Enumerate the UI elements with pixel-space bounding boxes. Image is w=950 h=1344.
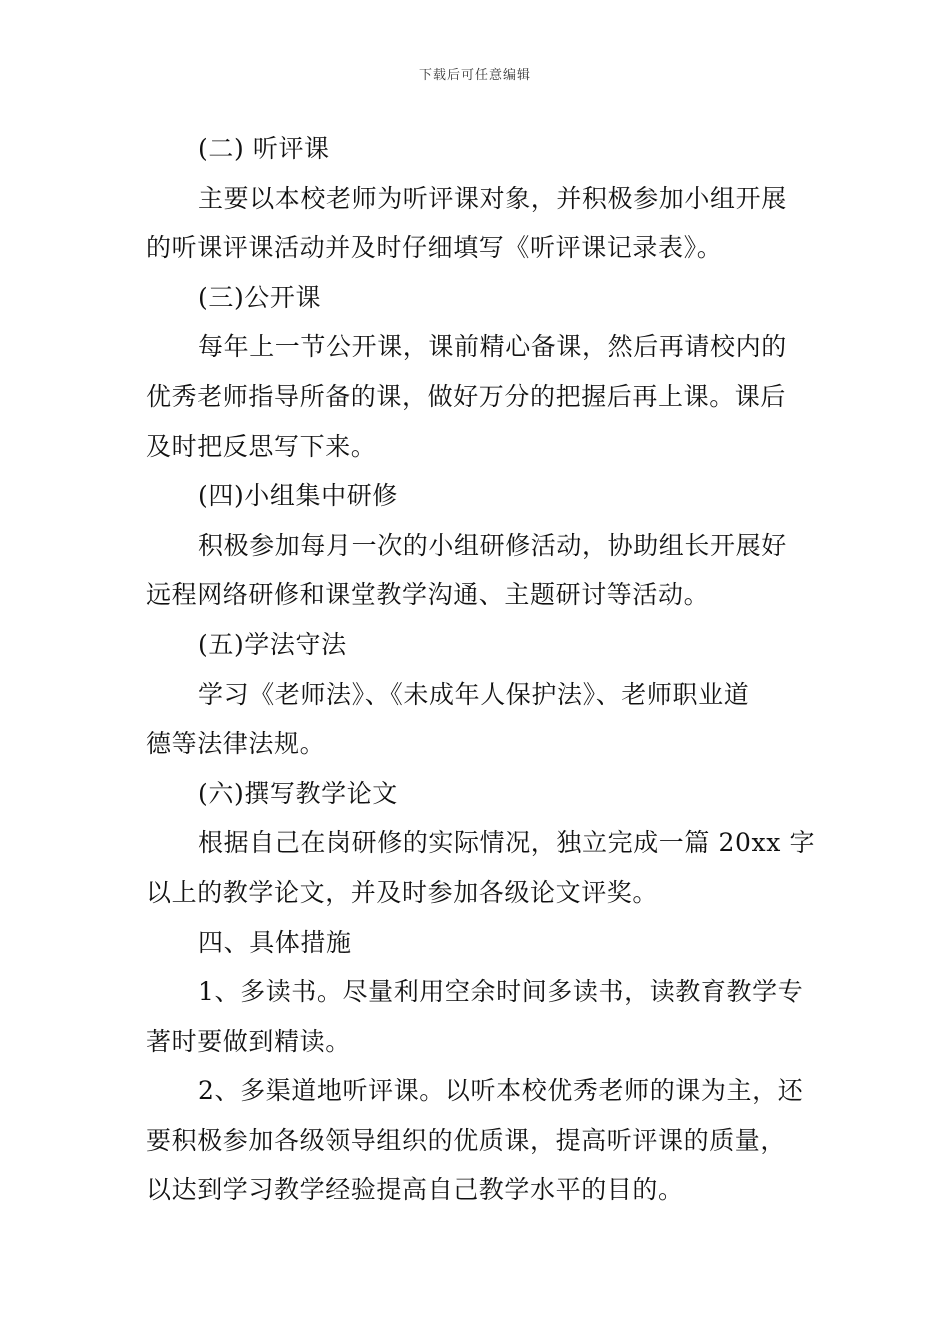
paragraph-line: 的听课评课活动并及时仔细填写《听评课记录表》。 xyxy=(146,233,723,263)
paragraph-line: 优秀老师指导所备的课，做好万分的把握后再上课。课后 xyxy=(146,381,787,411)
paragraph-line: 及时把反思写下来。 xyxy=(146,431,377,461)
document-body xyxy=(146,124,816,1215)
paragraph-line: 1、多读书。尽量利用空余时间多读书，读教育教学专 xyxy=(198,977,804,1007)
paragraph-line: 远程网络研修和课堂教学沟通、主题研讨等活动。 xyxy=(146,580,710,610)
section-heading-group-study: (四)小组集中研修 xyxy=(198,481,398,511)
section-heading-law: (五)学法守法 xyxy=(198,629,347,659)
paragraph-line: 每年上一节公开课，课前精心备课，然后再请校内的 xyxy=(198,332,787,362)
paragraph-line: 根据自己在岗研修的实际情况，独立完成一篇 20xx 字 xyxy=(198,828,816,858)
paragraph-line: 著时要做到精读。 xyxy=(146,1026,351,1056)
section-heading-measures: 四、具体措施 xyxy=(198,927,352,957)
paragraph-line: 以上的教学论文，并及时参加各级论文评奖。 xyxy=(146,877,659,907)
paragraph-line: 2、多渠道地听评课。以听本校优秀老师的课为主，还 xyxy=(198,1076,804,1106)
paragraph-line: 积极参加每月一次的小组研修活动，协助组长开展好 xyxy=(198,530,787,560)
section-heading-open-class: (三)公开课 xyxy=(198,282,322,312)
page-header-note: 下载后可任意编辑 xyxy=(418,68,531,83)
paragraph-line: 以达到学习教学经验提高自己教学水平的目的。 xyxy=(146,1175,684,1205)
section-heading-listen-evaluate: (二) 听评课 xyxy=(198,134,330,163)
paragraph-line: 要积极参加各级领导组织的优质课，提高听评课的质量， xyxy=(146,1125,787,1155)
paragraph-line: 学习《老师法》、《未成年人保护法》、老师职业道 xyxy=(198,679,750,709)
section-heading-paper: (六)撰写教学论文 xyxy=(198,778,398,808)
paragraph-line: 主要以本校老师为听评课对象，并积极参加小组开展 xyxy=(198,183,787,213)
paragraph-line: 德等法律法规。 xyxy=(146,729,326,759)
